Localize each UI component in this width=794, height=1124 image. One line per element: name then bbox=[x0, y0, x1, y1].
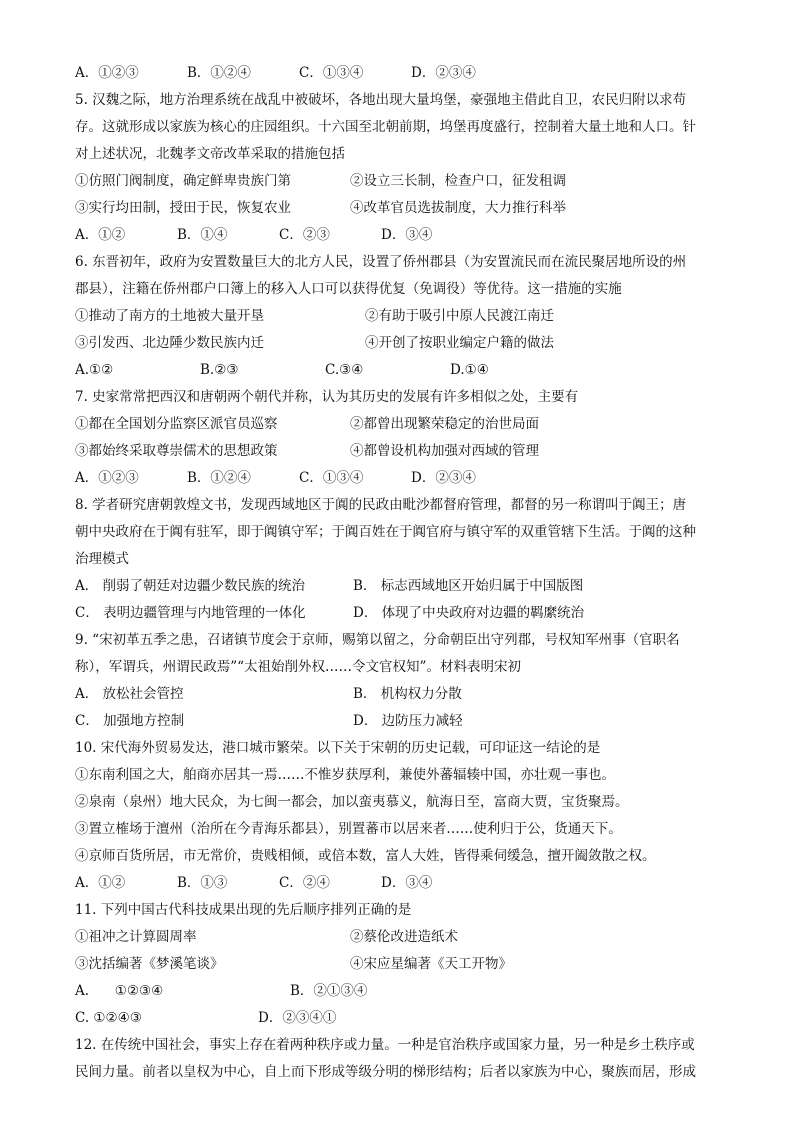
q6-stem-line-2: 郡县），注籍在侨州郡户口簿上的移入人口可以获得优复（免调役）等优待。这一措施的实施 bbox=[75, 281, 622, 297]
option-c: C．②③ bbox=[279, 227, 330, 243]
q10-options bbox=[75, 870, 725, 897]
q8-stem-line-2: 朝中央政府在于阗有驻军，即于阗镇守军；于阗百姓在于阗官府与镇守军的双重管辖下生活。于阗的这种 bbox=[75, 524, 696, 540]
q7-item-2: ②都曾出现繁荣稳定的治世局面 bbox=[350, 416, 539, 432]
q10-item-3: ③置立榷场于澶州（治所在今青海乐都县），别置蕃市以居来者……使利归于公，货通天下。 bbox=[75, 821, 622, 837]
q7-item-3: ③都始终采取尊崇儒术的思想政策 bbox=[75, 443, 278, 459]
option-b: B．①②④ bbox=[187, 470, 251, 486]
option-d: D.①④ bbox=[450, 362, 489, 378]
option-d: D．③④ bbox=[381, 227, 433, 243]
option-d: D．③④ bbox=[381, 875, 433, 891]
q6-item-3: ③引发西、北边陲少数民族内迁 bbox=[75, 335, 264, 351]
exam-page bbox=[75, 60, 725, 1086]
q9-options-row-1 bbox=[75, 681, 725, 708]
option-b: B．②①③④ bbox=[290, 983, 368, 999]
option-c: C．②④ bbox=[279, 875, 330, 891]
option-a: A．①②③ bbox=[75, 65, 139, 81]
option-a: A．①②③ bbox=[75, 470, 139, 486]
option-a: A． 放松社会管控 bbox=[75, 686, 184, 702]
option-a: A. ①②③④ bbox=[75, 983, 164, 999]
option-a: A． 削弱了朝廷对边疆少数民族的统治 bbox=[75, 578, 306, 594]
option-c: C. ①②④③ bbox=[75, 1010, 142, 1026]
option-a: A.①② bbox=[75, 362, 114, 378]
option-c: C．①③④ bbox=[299, 65, 364, 81]
option-b: B.②③ bbox=[200, 362, 239, 378]
q11-options-row-2 bbox=[75, 1005, 725, 1032]
option-c: C． 加强地方控制 bbox=[75, 713, 185, 729]
q5-item-3: ③实行均田制，授田于民，恢复农业 bbox=[75, 200, 291, 216]
q10-item-1: ①东南利国之大，舶商亦居其一焉……不惟岁获厚利，兼使外蕃辐辏中国，亦壮观一事也。 bbox=[75, 767, 615, 783]
q6-items-row-2 bbox=[75, 330, 725, 357]
q7-options bbox=[75, 465, 725, 492]
q5-item-2: ②设立三长制，检查户口，征发租调 bbox=[350, 173, 566, 189]
option-b: B． 机构权力分散 bbox=[353, 686, 462, 702]
option-d: D．②③④① bbox=[258, 1010, 337, 1026]
q6-stem-line-1: 6. 东晋初年，政府为安置数量巨大的北方人民，设置了侨州郡县（为安置流民而在流民聚居地所设的州 bbox=[75, 254, 687, 270]
q6-items-row-1 bbox=[75, 303, 725, 330]
q11-stem-line-1: 11. 下列中国古代科技成果出现的先后顺序排列正确的是 bbox=[75, 902, 412, 918]
q10-stem-line-1: 10. 宋代海外贸易发达，港口城市繁荣。以下关于宋朝的历史记载，可印证这一结论的是 bbox=[75, 740, 601, 756]
q8-options-row-1 bbox=[75, 573, 725, 600]
q8-stem-line-3: 治理模式 bbox=[75, 551, 129, 567]
q4-options bbox=[75, 60, 725, 87]
q5-options bbox=[75, 222, 725, 249]
option-a: A．①② bbox=[75, 875, 126, 891]
q11-item-4: ④宋应星编著《天工开物》 bbox=[350, 956, 512, 972]
q5-item-1: ①仿照门阀制度，确定鲜卑贵族门第 bbox=[75, 173, 291, 189]
q11-items-row-1 bbox=[75, 924, 725, 951]
option-d: D． 边防压力减轻 bbox=[353, 713, 463, 729]
q12-stem-line-1: 12. 在传统中国社会，事实上存在着两种秩序或力量。一种是官治秩序或国家力量，另一种是乡土秩序或 bbox=[75, 1037, 695, 1053]
q7-items-row-1 bbox=[75, 411, 725, 438]
q8-options-row-2 bbox=[75, 600, 725, 627]
option-b: B．①④ bbox=[177, 227, 228, 243]
q11-items-row-2 bbox=[75, 951, 725, 978]
option-d: D． 体现了中央政府对边疆的羁縻统治 bbox=[353, 605, 585, 621]
q7-item-1: ①都在全国划分监察区派官员巡察 bbox=[75, 416, 278, 432]
option-a: A．①② bbox=[75, 227, 126, 243]
option-d: D．②③④ bbox=[411, 470, 476, 486]
q9-stem-line-2: 称），军谓兵，州谓民政焉”“太祖始削外权……令文官权知”。材料表明宋初 bbox=[75, 659, 521, 675]
q7-item-4: ④都曾设机构加强对西域的管理 bbox=[350, 443, 539, 459]
q5-stem-line-1: 5. 汉魏之际，地方治理系统在战乱中被破坏，各地出现大量坞堡，豪强地主借此自卫，农民归附以求苟 bbox=[75, 92, 687, 108]
option-c: C．①③④ bbox=[299, 470, 364, 486]
q11-item-1: ①祖冲之计算圆周率 bbox=[75, 929, 197, 945]
q9-options-row-2 bbox=[75, 708, 725, 735]
q9-stem-line-1: 9. “宋初革五季之患，召诸镇节度会于京师，赐第以留之，分命朝臣出守列郡，号权知军州事（官职名 bbox=[75, 632, 680, 648]
option-b: B． 标志西域地区开始归属于中国版图 bbox=[353, 578, 584, 594]
option-b: B．①②④ bbox=[187, 65, 251, 81]
q10-item-4: ④京师百货所居，市无常价，贵贱相倾，或倍本数，富人大姓，皆得乘伺缓急，擅开阖敛散之权。 bbox=[75, 848, 656, 864]
q10-item-2: ②泉南（泉州）地大民众，为七闽一都会，加以蛮夷慕义，航海日至，富商大贾，宝货聚焉。 bbox=[75, 794, 629, 810]
q11-options-row-1 bbox=[75, 978, 725, 1005]
q6-options bbox=[75, 357, 725, 384]
option-b: B．①③ bbox=[177, 875, 228, 891]
q6-item-4: ④开创了按职业编定户籍的做法 bbox=[365, 335, 554, 351]
q5-stem-line-2: 存。这就形成以家族为核心的庄园组织。十六国至北朝前期，坞堡再度盛行，控制着大量土地和人口。针 bbox=[75, 119, 696, 135]
q7-stem-line-1: 7. 史家常常把西汉和唐朝两个朝代并称，认为其历史的发展有许多相似之处，主要有 bbox=[75, 389, 579, 405]
q5-items-row-2 bbox=[75, 195, 725, 222]
q8-stem-line-1: 8. 学者研究唐朝敦煌文书，发现西域地区于阗的民政由毗沙都督府管理，都督的另一称谓叫于阗王；唐 bbox=[75, 497, 687, 513]
q11-item-3: ③沈括编著《梦溪笔谈》 bbox=[75, 956, 224, 972]
q6-item-1: ①推动了南方的土地被大量开垦 bbox=[75, 308, 264, 324]
q5-stem-line-3: 对上述状况，北魏孝文帝改革采取的措施包括 bbox=[75, 146, 345, 162]
option-c: C． 表明边疆管理与内地管理的一体化 bbox=[75, 605, 306, 621]
q11-item-2: ②蔡伦改进造纸术 bbox=[350, 929, 458, 945]
option-c: C.③④ bbox=[325, 362, 364, 378]
q5-item-4: ④改革官员选拔制度，大力推行科举 bbox=[350, 200, 566, 216]
q12-stem-line-2: 民间力量。前者以皇权为中心，自上而下形成等级分明的梯形结构；后者以家族为中心，聚族而居，形成 bbox=[75, 1064, 696, 1080]
option-d: D．②③④ bbox=[411, 65, 476, 81]
q7-items-row-2 bbox=[75, 438, 725, 465]
q5-items-row-1 bbox=[75, 168, 725, 195]
q6-item-2: ②有助于吸引中原人民渡江南迁 bbox=[365, 308, 554, 324]
